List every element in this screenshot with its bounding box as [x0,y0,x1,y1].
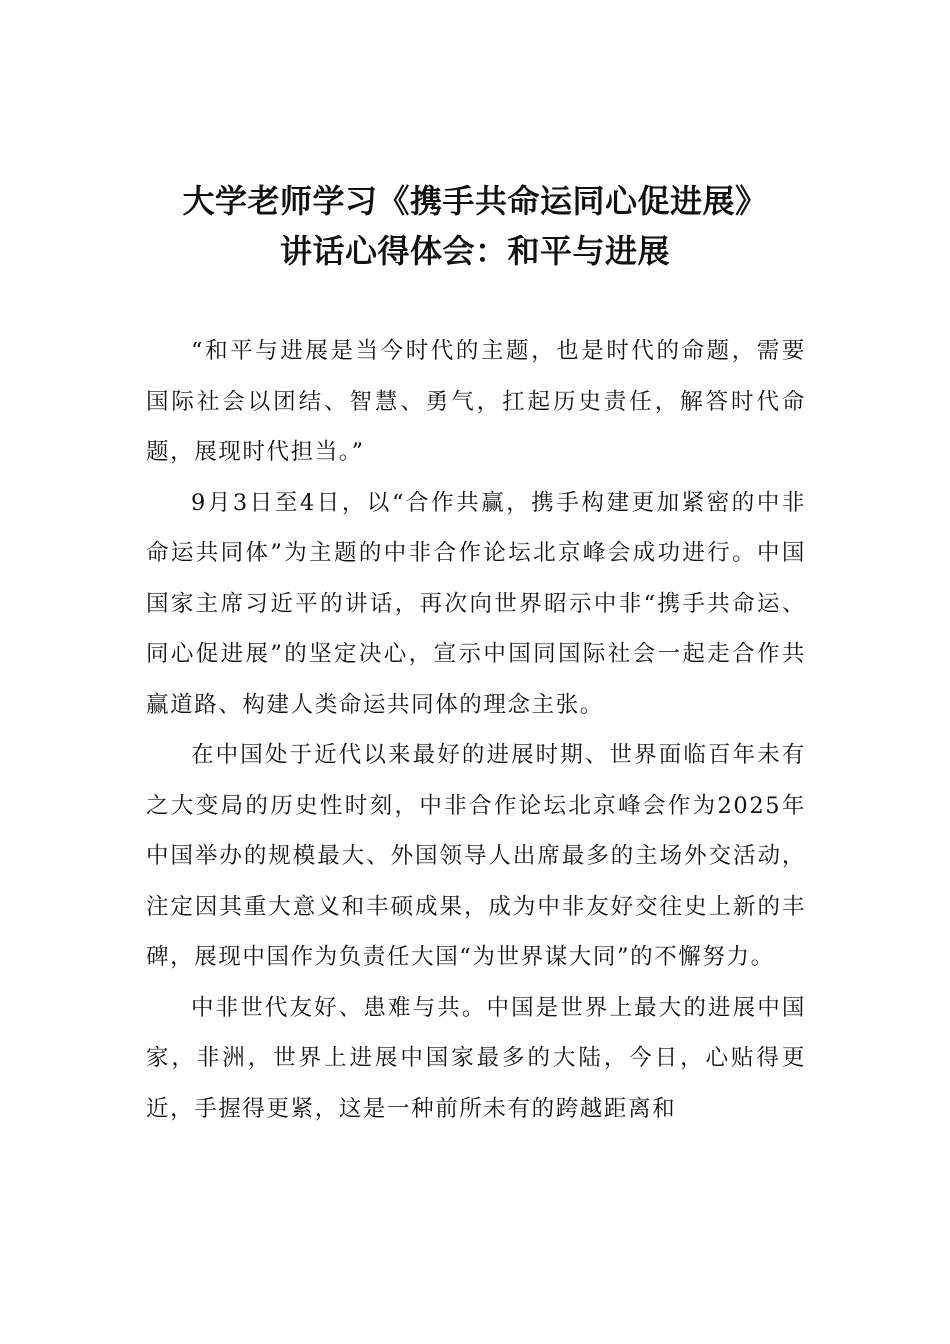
document-title [120,176,830,276]
paragraph-summit: 9月3日至4日，以“合作共赢，携手构建更加紧密的中非命运共同体”为主题的中非合作论坛北京峰会成功进行。中国国家主席习近平的讲话，再次向世界昭示中非“携手共命运、同心促进展”的坚定决心，宣示中国同国际社会一起走合作共赢道路、构建人类命运共同体的理念主张。 [146,489,806,718]
document-body [146,326,806,1134]
paragraph-quote: “和平与进展是当今时代的主题，也是时代的命题，需要国际社会以团结、智慧、勇气，扛起历史责任，解答时代命题，展现时代担当。” [146,338,806,465]
title-line-2: 讲话心得体会：和平与进展 [279,232,670,270]
title-line-1: 大学老师学习《携手共命运同心促进展》 [182,182,768,220]
paragraph-friendship: 中非世代友好、患难与共。中国是世界上最大的进展中国家，非洲，世界上进展中国家最多的大陆，今日，心贴得更近，手握得更紧，这是一种前所未有的跨越距离和 [146,994,806,1122]
paragraph-context: 在中国处于近代以来最好的进展时期、世界面临百年未有之大变局的历史性时刻，中非合作论坛北京峰会作为2025年中国举办的规模最大、外国领导人出席最多的主场外交活动，注定因其重大意义和丰硕成果，成为中非友好交往史上新的丰碑，展现中国作为负责任大国“为世界谋大同”的不懈努力。 [146,742,806,970]
